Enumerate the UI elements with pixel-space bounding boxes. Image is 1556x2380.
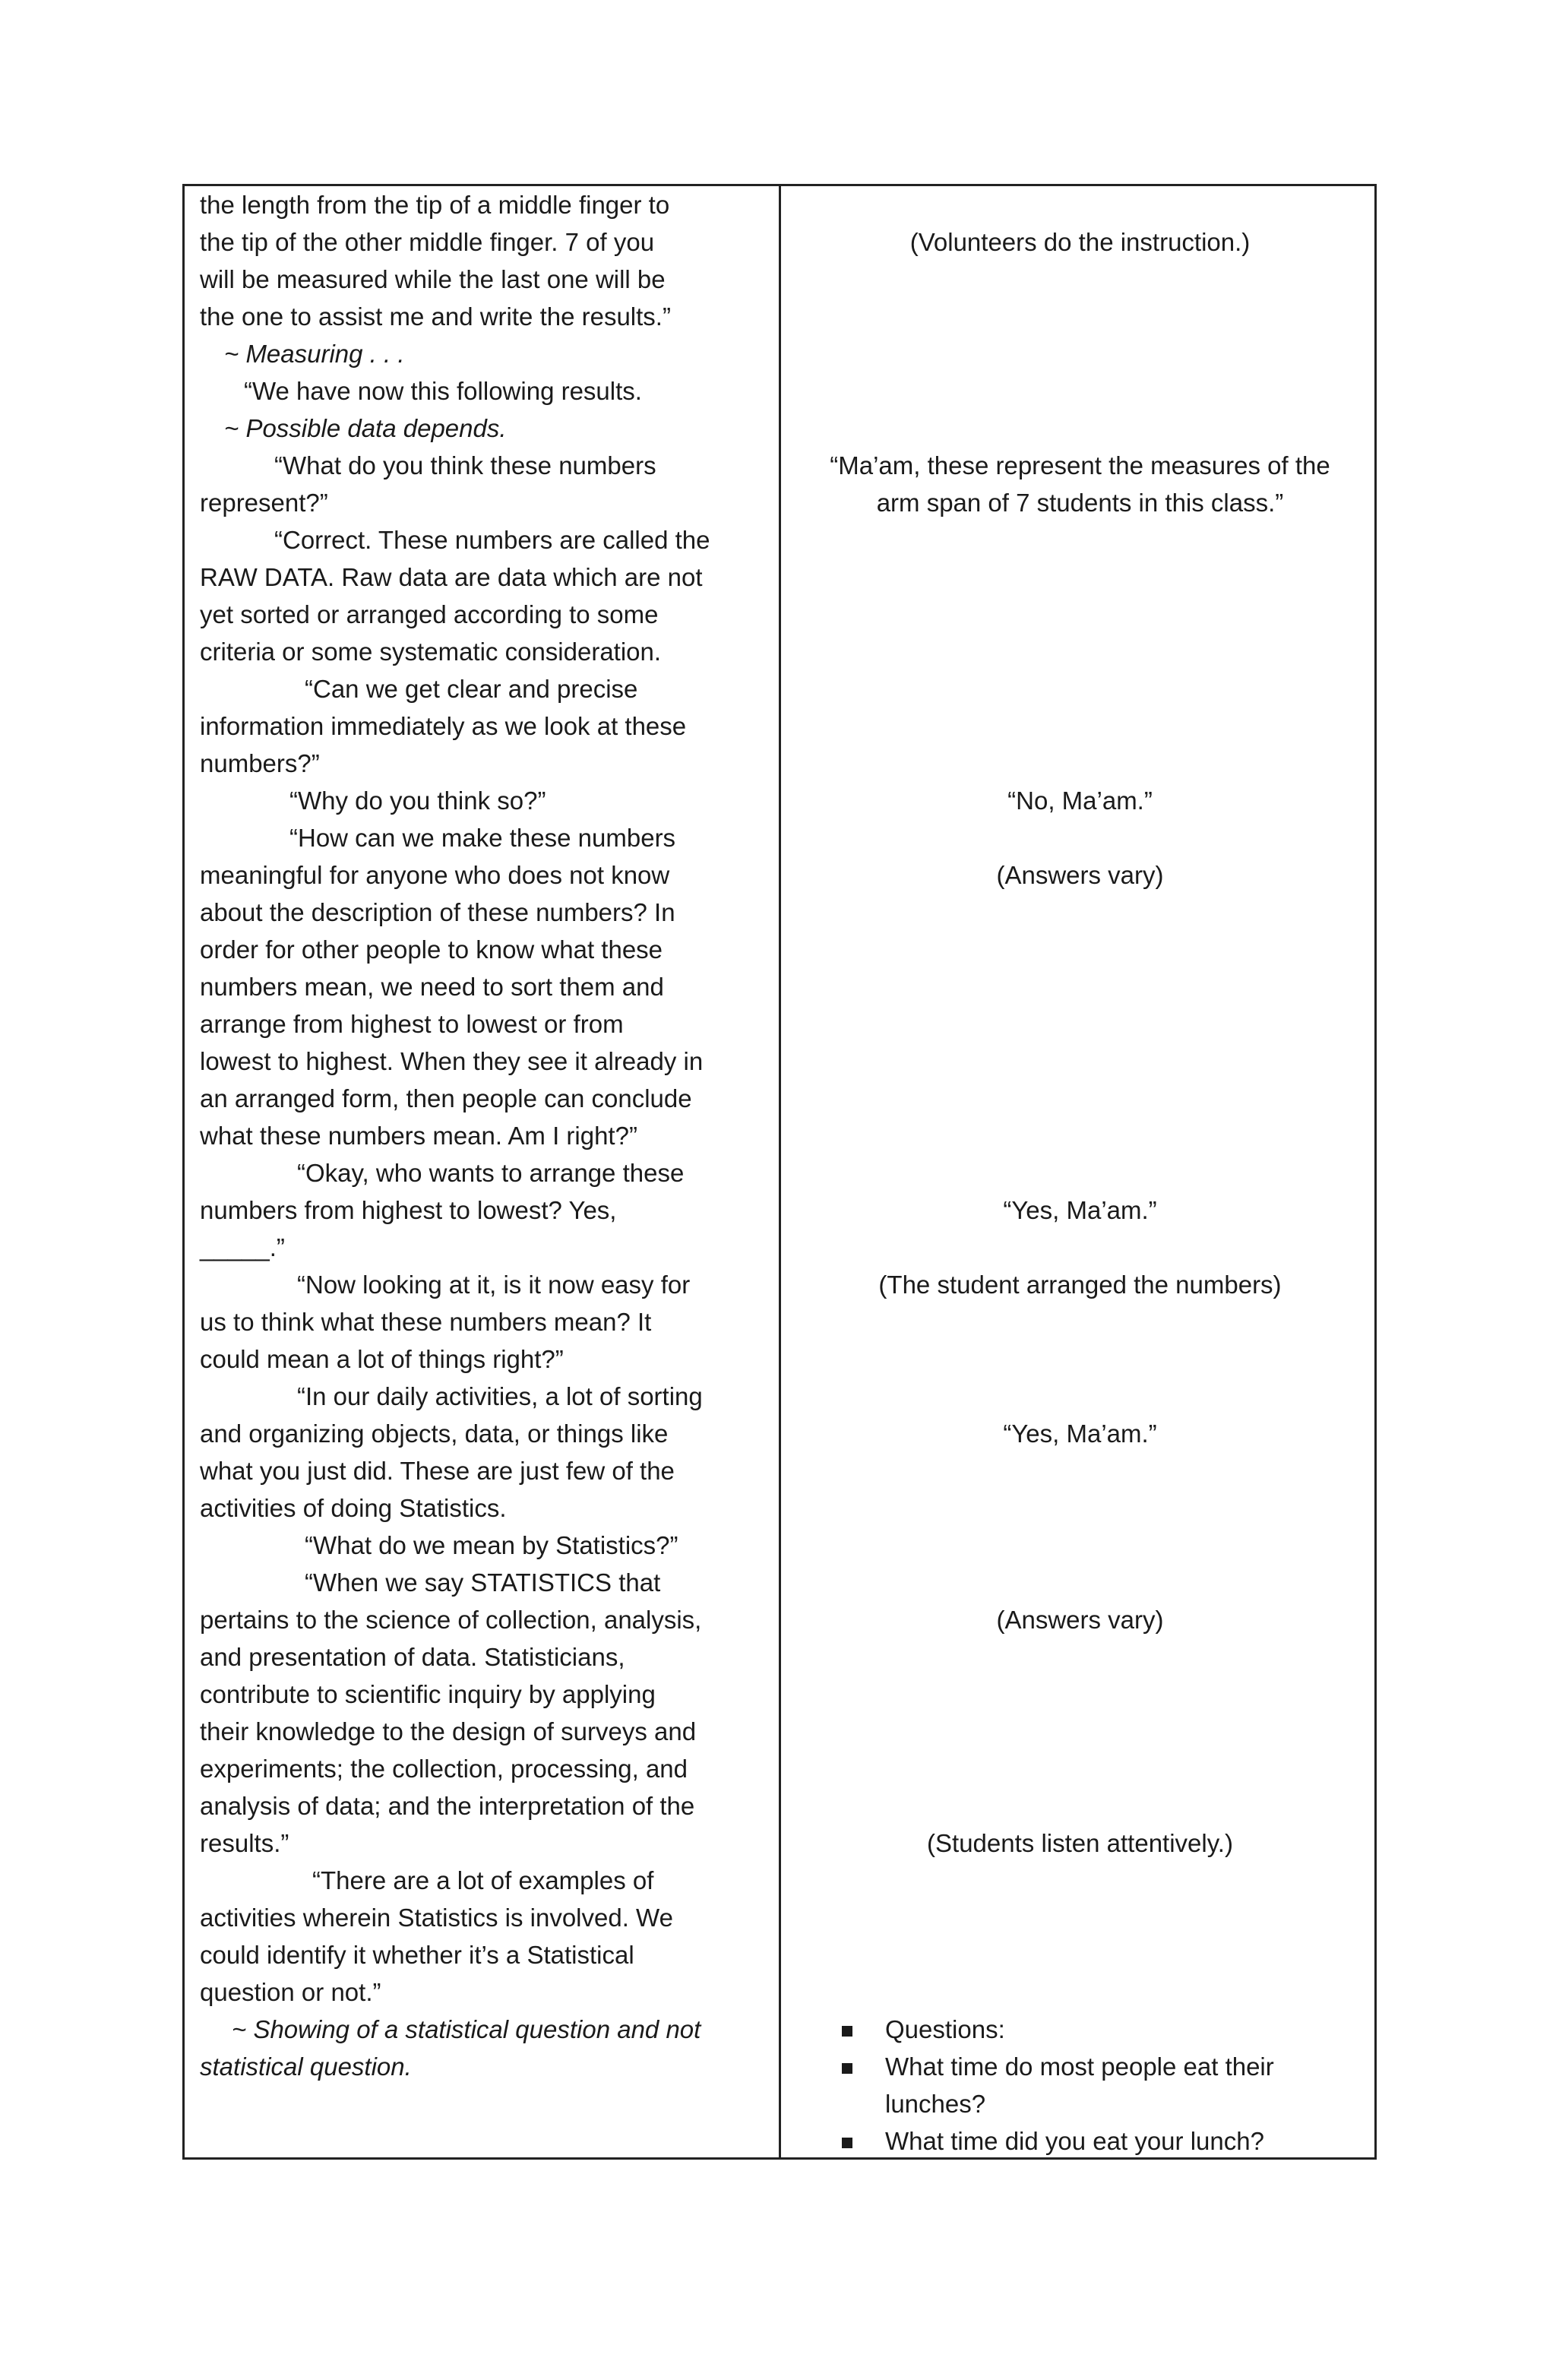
teacher-text-line: information immediately as we look at these [200,712,687,740]
teacher-text-line: numbers mean, we need to sort them and [200,973,664,1001]
teacher-text-line: an arranged form, then people can conclude [200,1084,692,1112]
lesson-table [182,184,1377,2160]
teacher-text-line: _____.” [200,1233,285,1261]
student-response: (The student arranged the numbers) [878,1271,1282,1299]
teacher-text-line: “Now looking at it, is it now easy for [297,1271,691,1299]
teacher-text-line: activities wherein Statistics is involved. We [200,1904,673,1932]
teacher-text-line: “What do we mean by Statistics?” [305,1531,678,1559]
teacher-text-line: results.” [200,1829,289,1857]
teacher-text-line: RAW DATA. Raw data are data which are not [200,563,703,591]
teacher-text-line: “Why do you think so?” [289,786,546,815]
teacher-text-line: “Can we get clear and precise [305,675,638,703]
bullet-icon [842,2063,852,2074]
teacher-text-line: could identify it whether it’s a Statistical [200,1941,634,1969]
student-response: (Volunteers do the instruction.) [909,228,1251,256]
question-list-item: What time did you eat your lunch? [885,2127,1264,2155]
teacher-text-line: us to think what these numbers mean? It [200,1308,652,1336]
teacher-text-line: the one to assist me and write the results.” [200,302,671,331]
teacher-text-line: experiments; the collection, processing, and [200,1755,688,1783]
teacher-text-line: “In our daily activities, a lot of sorting [297,1382,703,1410]
teacher-text-line: what these numbers mean. Am I right?” [200,1122,637,1150]
teacher-text-line: yet sorted or arranged according to some [200,600,659,628]
teacher-text-line: “Okay, who wants to arrange these [297,1159,685,1187]
student-response: “Ma’am, these represent the measures of the [830,451,1330,479]
student-response: “Yes, Ma’am.” [1003,1196,1157,1224]
teacher-text-line: and presentation of data. Statisticians, [200,1643,625,1671]
stage-direction: statistical question. [200,2052,412,2081]
teacher-text-line: “What do you think these numbers [274,451,656,479]
teacher-text-line: order for other people to know what these [200,935,663,964]
teacher-text-line: and organizing objects, data, or things like [200,1419,669,1448]
student-response: (Answers vary) [996,1606,1164,1634]
teacher-text-line: the tip of the other middle finger. 7 of you [200,228,655,256]
teacher-text-line: what you just did. These are just few of the [200,1457,675,1485]
teacher-text-line: activities of doing Statistics. [200,1494,507,1522]
teacher-text-line: about the description of these numbers? In [200,898,675,926]
teacher-text-line: “When we say STATISTICS that [305,1568,661,1597]
teacher-text-line: represent?” [200,489,328,517]
teacher-text-line: question or not.” [200,1978,381,2006]
teacher-text-line: meaningful for anyone who does not know [200,861,670,889]
teacher-text-line: could mean a lot of things right?” [200,1345,564,1373]
teacher-text-line: analysis of data; and the interpretation of the [200,1792,695,1820]
teacher-text-line: arrange from highest to lowest or from [200,1010,624,1038]
student-response: arm span of 7 students in this class.” [876,489,1284,517]
teacher-text-line: numbers?” [200,749,320,777]
teacher-text-line: contribute to scientific inquiry by applying [200,1680,656,1708]
teacher-text-line: “We have now this following results. [244,377,642,405]
teacher-text-line: “There are a lot of examples of [312,1866,654,1894]
teacher-text-line: numbers from highest to lowest? Yes, [200,1196,617,1224]
teacher-text-line: criteria or some systematic consideration. [200,638,662,666]
teacher-text-line: pertains to the science of collection, analysis, [200,1606,702,1634]
teacher-text-line: “How can we make these numbers [289,824,676,852]
student-response: “No, Ma’am.” [1007,786,1153,815]
question-list-item: lunches? [885,2090,986,2118]
question-list-item: What time do most people eat their [885,2052,1274,2081]
stage-direction: ~ Possible data depends. [224,414,507,442]
teacher-text-line: “Correct. These numbers are called the [274,526,710,554]
student-response: (Answers vary) [996,861,1164,889]
student-response: “Yes, Ma’am.” [1003,1419,1157,1448]
teacher-text-line: will be measured while the last one will be [200,265,666,293]
teacher-text-line: the length from the tip of a middle finger to [200,191,670,219]
stage-direction: ~ Showing of a statistical question and not [232,2015,701,2043]
bullet-icon [842,2026,852,2037]
bullet-icon [842,2138,852,2148]
stage-direction: ~ Measuring . . . [224,340,405,368]
student-response: (Students listen attentively.) [927,1829,1233,1857]
teacher-text-line: their knowledge to the design of surveys and [200,1717,697,1745]
question-list-item: Questions: [885,2015,1005,2043]
teacher-text-line: lowest to highest. When they see it already in [200,1047,704,1075]
